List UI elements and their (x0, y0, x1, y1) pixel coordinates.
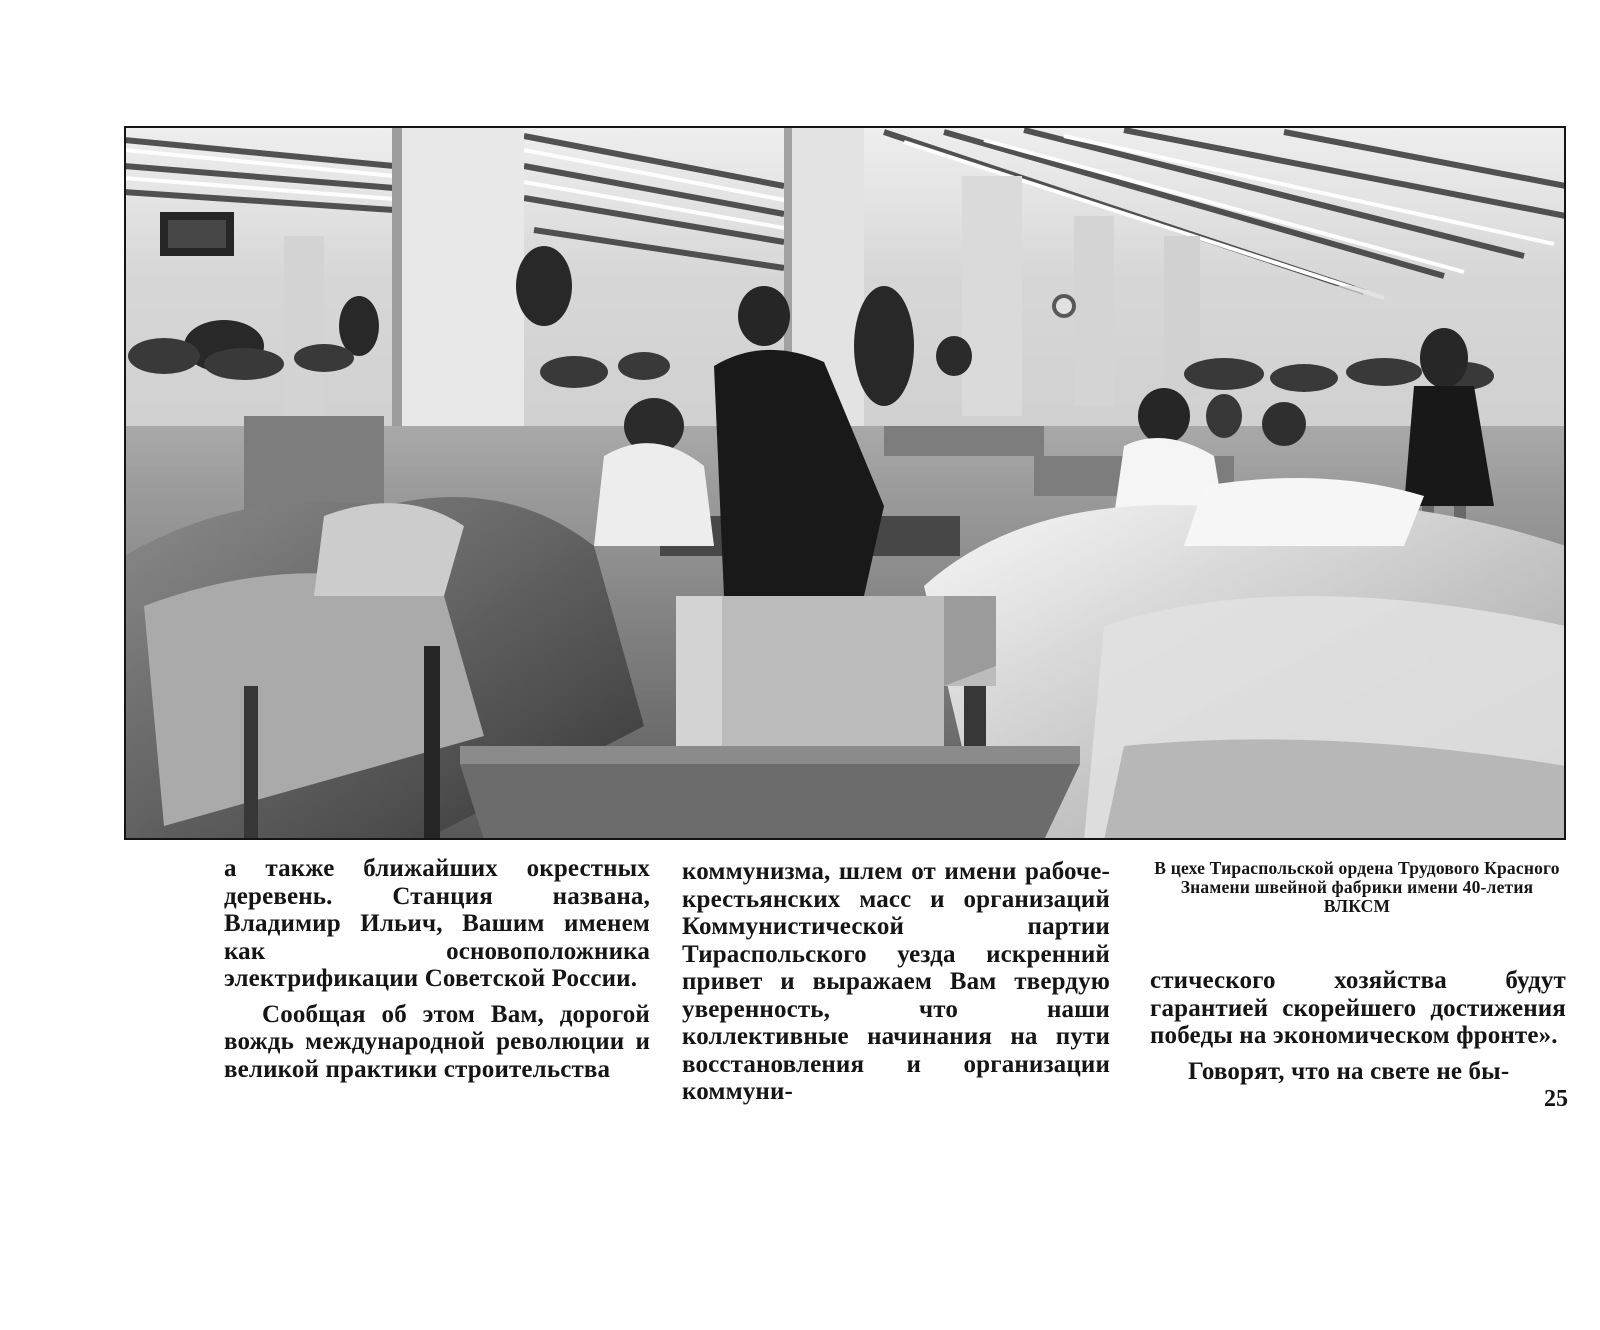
sewing-workshop-image (124, 126, 1566, 840)
text-column-2 (682, 858, 1110, 1106)
paragraph: стического хозяйства будут гарантией скорейшего достижения победы на экономическом фронте». (1150, 967, 1566, 1049)
photo-caption: В цехе Тираспольской ордена Трудового Красного Знамени швейной фабрики имени 40-летия ВЛКСМ (1154, 858, 1560, 916)
text-column-3 (1150, 967, 1566, 1085)
paragraph: коммунизма, шлем от имени рабоче-крестьянских масс и организаций Коммунистической партии Тираспольского уезда искренний привет и выражаем Вам твердую уверенность, что наши коллективные начинания на пути восстановления и организации коммуни- (682, 858, 1110, 1105)
paragraph: Сообщая об этом Вам, дорогой вождь международной революции и великой практики строительства (224, 1000, 650, 1083)
paragraph: Говорят, что на свете не бы- (1188, 1057, 1510, 1085)
text-column-1 (224, 855, 650, 1083)
factory-photo (124, 126, 1566, 840)
paragraph: а также ближайших окрестных деревень. Станция названа, Владимир Ильич, Вашим именем как основоположника электрификации Советской России. (224, 855, 650, 992)
page-number: 25 (1544, 1086, 1568, 1112)
